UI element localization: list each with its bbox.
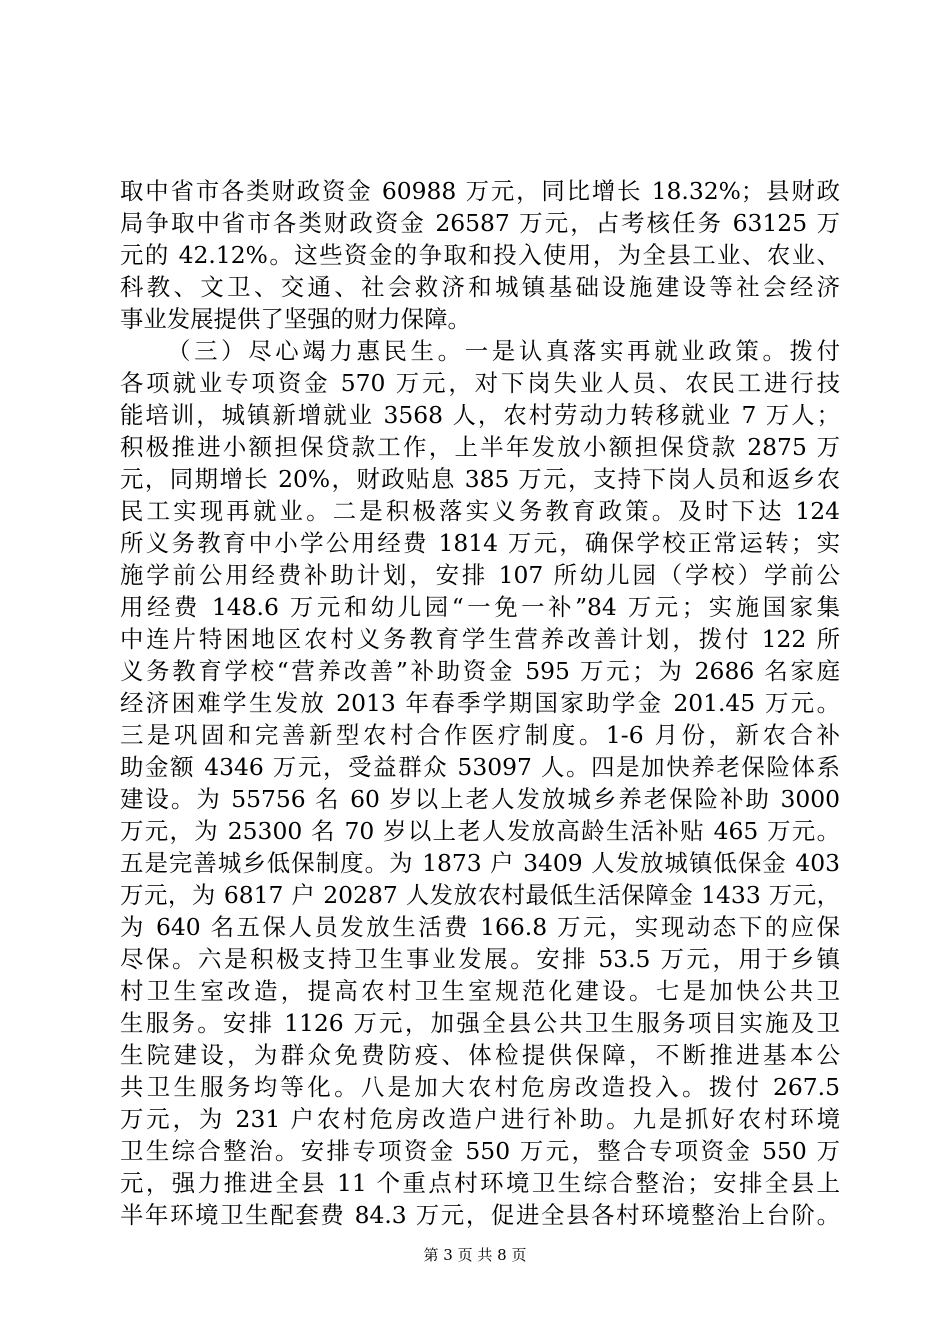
text-line: （三）尽心竭力惠民生。一是认真落实再就业政策。拨付 bbox=[167, 337, 840, 365]
text-line: 村卫生室改造，提高农村卫生室规范化建设。七是加快公共卫 bbox=[120, 977, 840, 1005]
text-line: 生院建设，为群众免费防疫、体检提供保障，不断推进基本公 bbox=[120, 1041, 840, 1069]
text-line: 助金额 4346 万元，受益群众 53097 人。四是加快养老保险体系 bbox=[120, 753, 840, 781]
text-line: 元的 42.12%。这些资金的争取和投入使用，为全县工业、农业、 bbox=[120, 241, 840, 269]
text-line: 万元，为 6817 户 20287 人发放农村最低生活保障金 1433 万元， bbox=[120, 881, 840, 909]
text-line: 局争取中省市各类财政资金 26587 万元，占考核任务 63125 万 bbox=[120, 209, 840, 237]
body-text bbox=[120, 175, 840, 1231]
text-line: 五是完善城乡低保制度。为 1873 户 3409 人发放城镇低保金 403 bbox=[120, 849, 840, 877]
text-line: 取中省市各类财政资金 60988 万元，同比增长 18.32%；县财政 bbox=[120, 177, 840, 205]
text-line: 中连片特困地区农村义务教育学生营养改善计划，拨付 122 所 bbox=[120, 625, 840, 653]
text-line: 所义务教育中小学公用经费 1814 万元，确保学校正常运转；实 bbox=[120, 529, 840, 557]
text-line: 能培训，城镇新增就业 3568 人，农村劳动力转移就业 7 万人； bbox=[120, 401, 840, 429]
text-line: 民工实现再就业。二是积极落实义务教育政策。及时下达 124 bbox=[120, 497, 840, 525]
text-line: 元，同期增长 20%，财政贴息 385 万元，支持下岗人员和返乡农 bbox=[120, 465, 840, 493]
text-line: 卫生综合整治。安排专项资金 550 万元，整合专项资金 550 万 bbox=[120, 1137, 840, 1165]
text-line: 建设。为 55756 名 60 岁以上老人发放城乡养老保险补助 3000 bbox=[120, 785, 840, 813]
text-line: 用经费 148.6 万元和幼儿园“一免一补”84 万元；实施国家集 bbox=[120, 593, 840, 621]
text-line: 三是巩固和完善新型农村合作医疗制度。1-6 月份，新农合补 bbox=[120, 721, 840, 749]
text-line: 尽保。六是积极支持卫生事业发展。安排 53.5 万元，用于乡镇 bbox=[120, 945, 840, 973]
text-line: 科教、文卫、交通、社会救济和城镇基础设施建设等社会经济 bbox=[120, 273, 840, 301]
text-line: 各项就业专项资金 570 万元，对下岗失业人员、农民工进行技 bbox=[120, 369, 840, 397]
text-line: 事业发展提供了坚强的财力保障。 bbox=[120, 305, 471, 333]
text-line: 半年环境卫生配套费 84.3 万元，促进全县各村环境整治上台阶。 bbox=[120, 1201, 840, 1229]
text-line: 为 640 名五保人员发放生活费 166.8 万元，实现动态下的应保 bbox=[120, 913, 840, 941]
text-line: 元，强力推进全县 11 个重点村环境卫生综合整治；安排全县上 bbox=[120, 1169, 840, 1197]
text-line: 积极推进小额担保贷款工作，上半年发放小额担保贷款 2875 万 bbox=[120, 433, 840, 461]
text-line: 共卫生服务均等化。八是加大农村危房改造投入。拨付 267.5 bbox=[120, 1073, 840, 1101]
text-line: 生服务。安排 1126 万元，加强全县公共卫生服务项目实施及卫 bbox=[120, 1009, 840, 1037]
page-footer: 第 3 页 共 8 页 bbox=[423, 1246, 527, 1264]
text-line: 经济困难学生发放 2013 年春季学期国家助学金 201.45 万元。 bbox=[120, 689, 840, 717]
text-line: 万元，为 231 户农村危房改造户进行补助。九是抓好农村环境 bbox=[120, 1105, 840, 1133]
text-line: 施学前公用经费补助计划，安排 107 所幼儿园（学校）学前公 bbox=[120, 561, 840, 589]
text-line: 万元，为 25300 名 70 岁以上老人发放高龄生活补贴 465 万元。 bbox=[120, 817, 840, 845]
text-line: 义务教育学校“营养改善”补助资金 595 万元；为 2686 名家庭 bbox=[120, 657, 840, 685]
